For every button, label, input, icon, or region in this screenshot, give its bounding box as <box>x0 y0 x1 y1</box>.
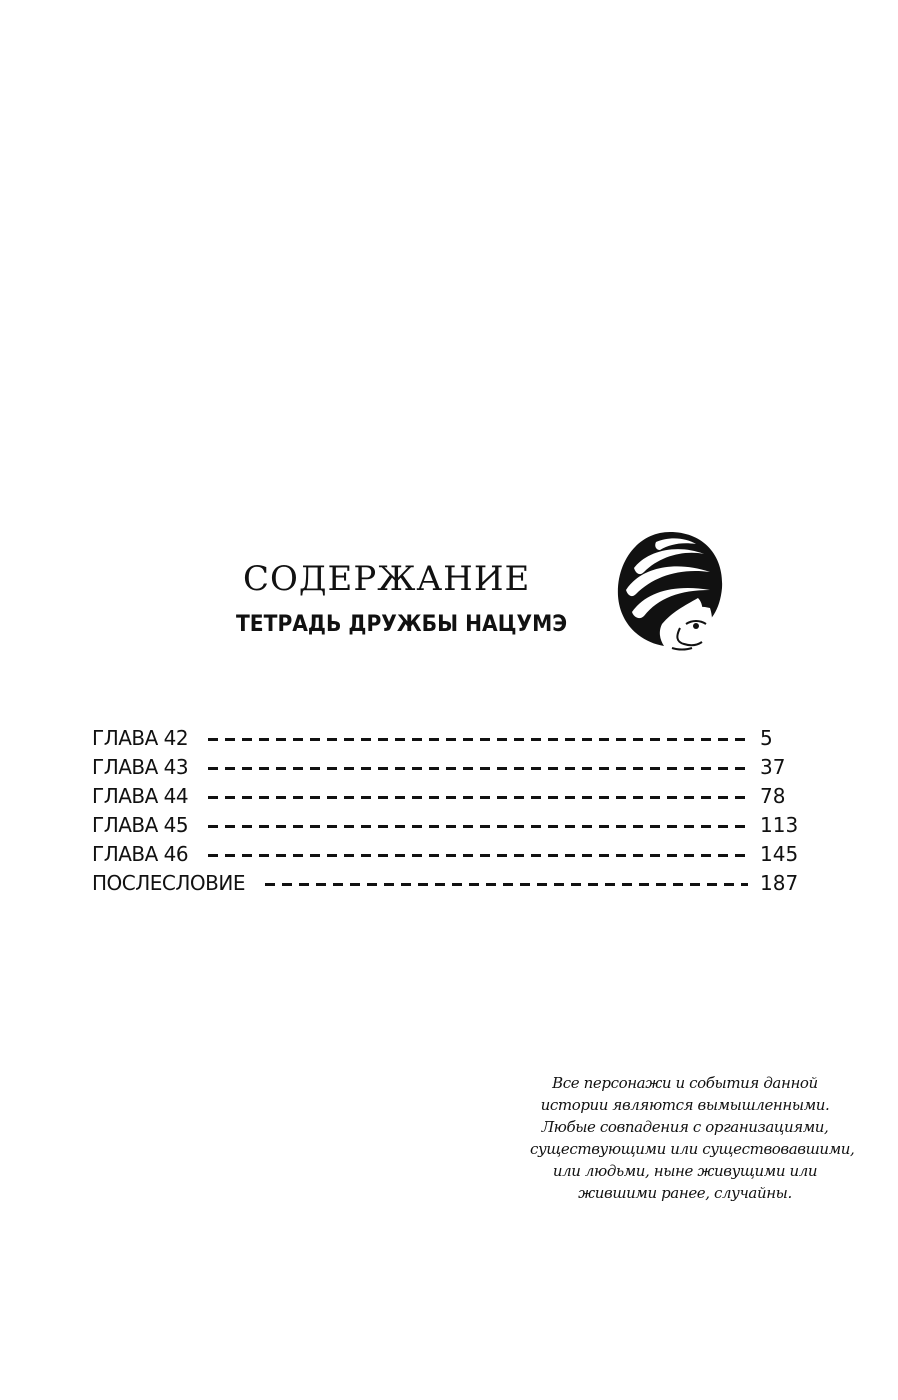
toc-entry-label: ГЛАВА 44 <box>92 784 189 808</box>
toc-entry[interactable] <box>92 840 812 869</box>
disclaimer-line: Все персонажи и события данной <box>552 1074 818 1092</box>
toc-entry-label: ПОСЛЕСЛОВИЕ <box>92 871 245 895</box>
toc-entry-page: 187 <box>760 871 799 895</box>
toc-entry[interactable] <box>92 782 812 811</box>
disclaimer-line: Любые совпадения с организациями, <box>541 1118 829 1136</box>
toc-entry-page: 145 <box>760 842 799 866</box>
toc-entry-label: ГЛАВА 42 <box>92 726 189 750</box>
page-subtitle: ТЕТРАДЬ ДРУЖБЫ НАЦУМЭ <box>236 612 568 637</box>
table-of-contents <box>92 724 812 898</box>
toc-entry[interactable] <box>92 724 812 753</box>
toc-entry[interactable] <box>92 811 812 840</box>
disclaimer-line: или людьми, ныне живущими или <box>552 1162 818 1180</box>
disclaimer-line: существующими или существовавшими, <box>530 1140 855 1158</box>
toc-entry-page: 78 <box>760 784 786 808</box>
page-title: СОДЕРЖАНИЕ <box>243 559 531 599</box>
toc-entry-page: 5 <box>760 726 773 750</box>
toc-entry[interactable] <box>92 753 812 782</box>
disclaimer-line: истории являются вымышленными. <box>540 1096 830 1114</box>
toc-leader <box>208 825 748 828</box>
disclaimer-line: жившими ранее, случайны. <box>578 1184 792 1202</box>
toc-leader <box>208 767 748 770</box>
toc-entry-label: ГЛАВА 46 <box>92 842 189 866</box>
toc-leader <box>208 854 748 857</box>
disclaimer-text <box>530 1072 855 1204</box>
toc-entry-label: ГЛАВА 43 <box>92 755 189 779</box>
toc-leader <box>208 796 748 799</box>
toc-leader <box>265 883 748 886</box>
swirl-hair-face-icon <box>614 528 726 652</box>
toc-entry[interactable] <box>92 869 812 898</box>
toc-entry-page: 37 <box>760 755 786 779</box>
toc-leader <box>208 738 748 741</box>
toc-entry-label: ГЛАВА 45 <box>92 813 189 837</box>
toc-entry-page: 113 <box>760 813 799 837</box>
